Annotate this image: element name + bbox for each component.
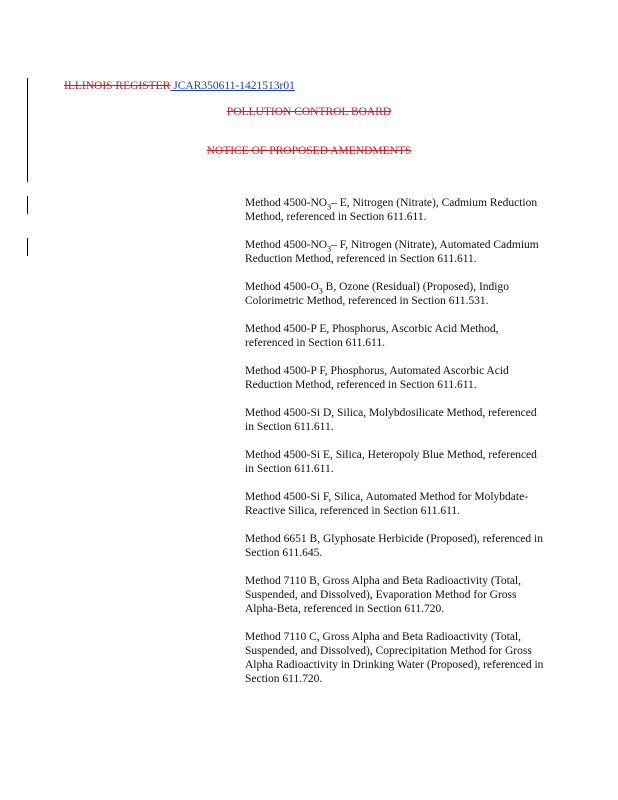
method-entry-text: Method 4500-Si D, Silica, Molybdosilicate Method, referenced in Section 611.611.	[245, 407, 537, 433]
method-entry	[245, 406, 545, 434]
board-heading-struck: POLLUTION CONTROL BOARD	[226, 106, 392, 118]
change-bar	[27, 238, 28, 256]
method-entry-subscript: 3	[327, 202, 332, 212]
method-entry-text-cont: – F, Nitrogen (Nitrate), Automated Cadmium Reduction Method, referenced in Section 611.611.	[245, 239, 539, 265]
notice-heading	[0, 145, 618, 157]
method-entry	[245, 322, 545, 350]
board-heading	[0, 106, 618, 118]
method-entry	[245, 630, 545, 686]
change-bar	[27, 78, 28, 182]
method-entry-text: Method 7110 B, Gross Alpha and Beta Radioactivity (Total, Suspended, and Dissolved), Evaporation Method for Gross Alpha-Beta, referenced in Section 611.720.	[245, 575, 522, 615]
method-list	[245, 196, 545, 700]
method-entry-text: Method 4500-NO	[245, 197, 328, 209]
method-entry-text: Method 4500-O	[245, 281, 319, 293]
method-entry-text: Method 4500-Si E, Silica, Heteropoly Blue Method, referenced in Section 611.611.	[245, 449, 537, 475]
method-entry	[245, 490, 545, 518]
notice-heading-struck: NOTICE OF PROPOSED AMENDMENTS	[206, 145, 412, 157]
register-code-text: JCAR350611-1421513r01	[173, 80, 295, 92]
method-entry	[245, 196, 545, 224]
method-entry-text: Method 4500-P F, Phosphorus, Automated Ascorbic Acid Reduction Method, referenced in Section 611.611.	[245, 365, 509, 391]
method-entry-subscript: 3	[327, 244, 332, 254]
method-entry	[245, 532, 545, 560]
method-entry-text: Method 4500-P E, Phosphorus, Ascorbic Acid Method, referenced in Section 611.611.	[245, 323, 499, 349]
method-entry	[245, 448, 545, 476]
method-entry-text: Method 6651 B, Glyphosate Herbicide (Proposed), referenced in Section 611.645.	[245, 533, 543, 559]
change-bar	[27, 196, 28, 214]
method-entry-text-cont: B, Ozone (Residual) (Proposed), Indigo Colorimetric Method, referenced in Section 611.531.	[245, 281, 509, 307]
method-entry-subscript: 3	[318, 286, 323, 296]
method-entry-text: Method 4500-NO	[245, 239, 328, 251]
register-title-struck: ILLINOIS REGISTER	[64, 80, 171, 92]
method-entry	[245, 280, 545, 308]
register-header	[64, 80, 295, 92]
method-entry-text: Method 4500-Si F, Silica, Automated Method for Molybdate-Reactive Silica, referenced in Section 611.611.	[245, 491, 529, 517]
method-entry	[245, 574, 545, 616]
method-entry-text: Method 7110 C, Gross Alpha and Beta Radioactivity (Total, Suspended, and Dissolved), Coprecipitation Method for Gross Alpha Radioactivity in Drinking Water (Proposed), referenced in Section 611.720.	[245, 631, 544, 685]
register-code-inserted	[170, 80, 294, 92]
method-entry	[245, 238, 545, 266]
method-entry	[245, 364, 545, 392]
method-entry-text-cont: – E, Nitrogen (Nitrate), Cadmium Reduction Method, referenced in Section 611.611.	[245, 197, 538, 223]
